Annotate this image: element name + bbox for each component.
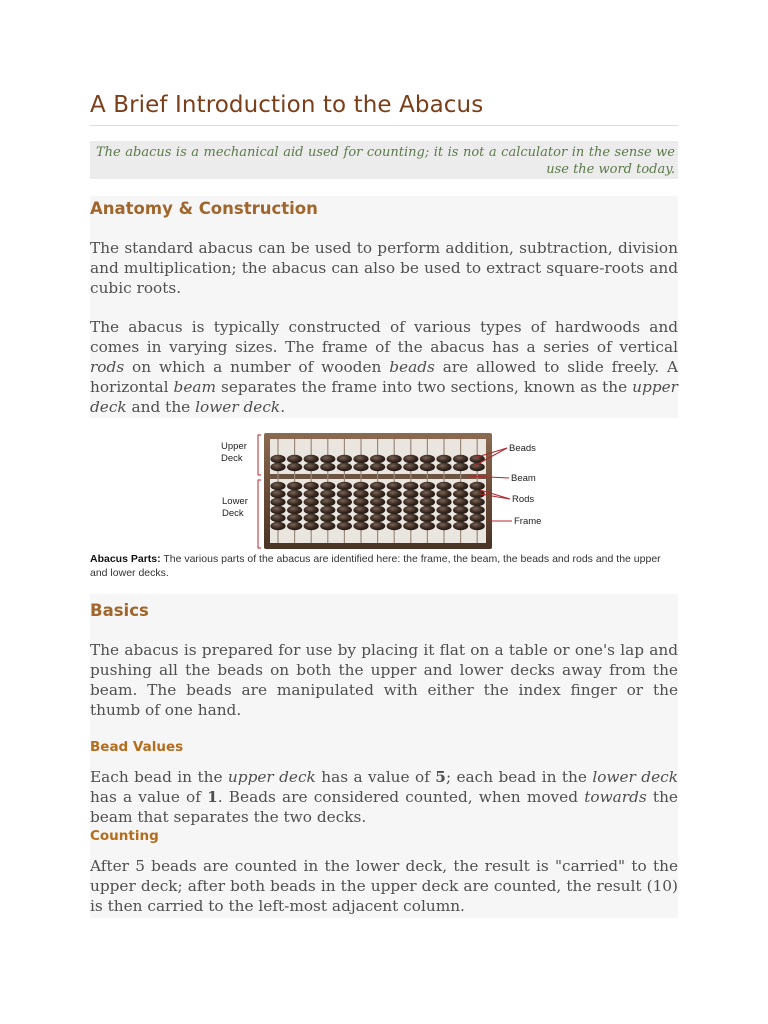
label-upper-deck: Upper Deck: [221, 441, 247, 464]
abacus-bead: [370, 490, 385, 498]
abacus-bead: [370, 463, 385, 471]
abacus-bead: [287, 455, 302, 463]
abacus-bead: [403, 506, 418, 514]
abacus-bead: [453, 482, 468, 490]
abacus-bead: [370, 514, 385, 522]
abacus-bead: [370, 482, 385, 490]
label-beads: Beads: [509, 443, 536, 454]
abacus-bead: [337, 482, 352, 490]
abacus-bead: [453, 463, 468, 471]
figure-caption: [90, 553, 678, 580]
term-upper-deck: upper deck: [90, 378, 678, 416]
abacus-bead: [420, 506, 435, 514]
abacus-bead: [270, 490, 285, 498]
term-towards: towards: [584, 788, 647, 806]
abacus-bead: [353, 455, 368, 463]
abacus-bead: [420, 463, 435, 471]
abacus-bead: [320, 482, 335, 490]
caption-text: The various parts of the abacus are identified here: the frame, the beam, the beads and rods and the upper and lower decks.: [90, 553, 661, 579]
abacus-bead: [470, 506, 485, 514]
abacus-bead: [287, 522, 302, 530]
abacus-bead: [320, 514, 335, 522]
abacus-bead: [353, 522, 368, 530]
title-rule: [90, 125, 678, 126]
heading-basics: Basics: [90, 601, 149, 620]
abacus-bead: [387, 514, 402, 522]
paragraph-anatomy-1: The standard abacus can be used to perform addition, subtraction, division and multiplication; the abacus can also be used to extract square-roots and cubic roots.: [90, 239, 678, 297]
text-run: are allowed to slide freely. A horizontal: [90, 358, 678, 396]
abacus-bead: [337, 514, 352, 522]
term-rods: rods: [90, 358, 125, 376]
abacus-bead: [387, 522, 402, 530]
abacus-bead: [420, 514, 435, 522]
abacus-bead: [304, 498, 319, 506]
abacus-bead: [420, 490, 435, 498]
abacus-bead: [387, 490, 402, 498]
abacus-bead: [337, 522, 352, 530]
label-frame: Frame: [514, 516, 542, 527]
abacus-bead: [420, 498, 435, 506]
abacus-bead: [320, 455, 335, 463]
term-beads: beads: [389, 358, 435, 376]
abacus-bead: [287, 514, 302, 522]
abacus-bead: [304, 506, 319, 514]
abacus-bead: [320, 506, 335, 514]
abacus-bead: [353, 482, 368, 490]
abacus-bead: [453, 506, 468, 514]
abacus-bead: [337, 463, 352, 471]
deck-brackets: [258, 435, 261, 548]
abacus-bead: [304, 482, 319, 490]
intro-callout-text: The abacus is a mechanical aid used for counting; it is not a calculator in the sense we use the word today.: [96, 145, 675, 177]
abacus-bead: [436, 498, 451, 506]
abacus-bead: [287, 463, 302, 471]
abacus-bead: [370, 522, 385, 530]
abacus-bead: [436, 482, 451, 490]
heading-anatomy-construction: Anatomy & Construction: [90, 199, 318, 218]
abacus-bead: [287, 490, 302, 498]
abacus-bead: [270, 498, 285, 506]
label-lower-deck: Lower Deck: [222, 496, 248, 519]
text-run: The abacus is typically constructed of various types of hardwoods and comes in varying sizes. The frame of the abacus has a series of vertical: [90, 318, 678, 356]
value-one: 1: [207, 788, 218, 806]
text-run: the beam that separates the two decks.: [90, 788, 678, 826]
text-run: has a value of: [90, 788, 208, 806]
abacus-bead: [353, 490, 368, 498]
abacus-bead: [337, 455, 352, 463]
term-lower-deck: lower deck: [592, 768, 678, 786]
abacus-bead: [387, 455, 402, 463]
abacus-bead: [304, 463, 319, 471]
abacus-bead: [287, 498, 302, 506]
abacus-bead: [370, 455, 385, 463]
abacus-bead: [270, 506, 285, 514]
abacus-bead: [403, 490, 418, 498]
abacus-bead: [436, 522, 451, 530]
abacus-bead: [270, 482, 285, 490]
text-run: Each bead in the: [90, 768, 228, 786]
abacus-bead: [436, 455, 451, 463]
abacus-bead: [353, 498, 368, 506]
paragraph-bead-values: [90, 767, 678, 827]
text-run: has a value of: [315, 768, 436, 786]
abacus-bead: [337, 506, 352, 514]
abacus-bead: [353, 463, 368, 471]
document-title: A Brief Introduction to the Abacus: [90, 92, 484, 118]
abacus-bead: [287, 506, 302, 514]
abacus-bead: [270, 455, 285, 463]
caption-label: Abacus Parts:: [90, 553, 161, 565]
abacus-bead: [470, 514, 485, 522]
abacus-bead: [436, 514, 451, 522]
abacus-bead: [387, 482, 402, 490]
abacus-bead: [270, 522, 285, 530]
paragraph-anatomy-2: [90, 317, 678, 417]
abacus-bead: [436, 490, 451, 498]
abacus-bead: [453, 514, 468, 522]
abacus-bead: [270, 514, 285, 522]
abacus-bead: [320, 463, 335, 471]
abacus-bead: [287, 482, 302, 490]
text-run: . Beads are considered counted, when moved: [217, 788, 585, 806]
abacus-bead: [436, 463, 451, 471]
abacus-bead: [420, 482, 435, 490]
text-run: on which a number of wooden: [124, 358, 390, 376]
abacus-bead: [370, 498, 385, 506]
abacus-bead: [304, 514, 319, 522]
abacus-bead: [304, 522, 319, 530]
text-run: separates the frame into two sections, known as the: [216, 378, 633, 396]
term-upper-deck: upper deck: [227, 768, 316, 786]
abacus-bead: [470, 498, 485, 506]
abacus-bead: [353, 506, 368, 514]
abacus-bead: [337, 498, 352, 506]
abacus-bead: [320, 522, 335, 530]
abacus-bead: [403, 514, 418, 522]
abacus-bead: [453, 490, 468, 498]
abacus-bead: [370, 506, 385, 514]
abacus-bead: [270, 463, 285, 471]
abacus-bead: [453, 455, 468, 463]
abacus-bead: [403, 522, 418, 530]
term-beam: beam: [173, 378, 217, 396]
abacus-bead: [387, 498, 402, 506]
term-lower-deck: lower deck: [195, 398, 281, 416]
abacus-bead: [453, 522, 468, 530]
abacus-bead: [304, 455, 319, 463]
abacus-bead: [420, 455, 435, 463]
abacus-bead: [436, 506, 451, 514]
abacus-figure: [218, 430, 548, 552]
text-run: .: [280, 398, 286, 416]
abacus-bead: [353, 514, 368, 522]
abacus-bead: [387, 506, 402, 514]
abacus-bead: [470, 522, 485, 530]
abacus-illustration: [218, 430, 548, 552]
intro-callout: [90, 141, 678, 179]
abacus-bead: [470, 482, 485, 490]
abacus-bead: [320, 490, 335, 498]
abacus-bead: [304, 490, 319, 498]
abacus-bead: [403, 482, 418, 490]
paragraph-basics: The abacus is prepared for use by placing it flat on a table or one's lap and pushing all the beads on both the upper and lower decks away from the beam. The beads are manipulated with either the index finger or the thumb of one hand.: [90, 641, 678, 719]
abacus-bead: [403, 455, 418, 463]
heading-counting: Counting: [90, 828, 159, 844]
abacus-bead: [387, 463, 402, 471]
text-run: ; each bead in the: [445, 768, 593, 786]
text-run: and the: [126, 398, 196, 416]
paragraph-counting: After 5 beads are counted in the lower deck, the result is "carried" to the upper deck; after both beads in the upper deck are counted, the result (10) is then carried to the left-most adjacent column.: [90, 857, 678, 915]
abacus-bead: [453, 498, 468, 506]
abacus-bead: [337, 490, 352, 498]
abacus-bead: [403, 463, 418, 471]
label-beam: Beam: [511, 473, 536, 484]
label-rods: Rods: [512, 494, 535, 505]
abacus-bead: [420, 522, 435, 530]
abacus-bead: [470, 455, 485, 463]
value-five: 5: [435, 768, 446, 786]
abacus-bead: [403, 498, 418, 506]
heading-bead-values: Bead Values: [90, 739, 184, 755]
abacus-bead: [320, 498, 335, 506]
